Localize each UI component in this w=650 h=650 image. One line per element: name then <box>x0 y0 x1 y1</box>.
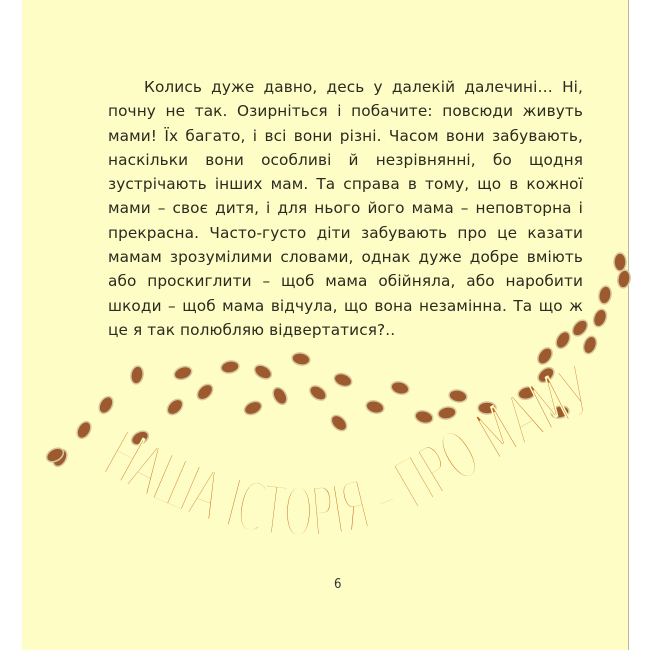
footprint-icon <box>96 394 115 416</box>
footprint-icon <box>448 389 468 404</box>
footprint-icon <box>172 364 193 381</box>
footprint-icon <box>164 396 185 417</box>
footprint-icon <box>581 334 598 355</box>
footprint-icon <box>332 371 353 388</box>
footprint-icon <box>617 269 632 289</box>
footprint-icon <box>270 385 289 407</box>
footprint-icon <box>252 362 274 381</box>
title-text: НАША ІСТОРІЯ – ПРО МАМУ <box>92 344 619 553</box>
footprint-icon <box>291 352 311 367</box>
footprint-icon <box>220 360 240 375</box>
footprint-icon <box>365 399 385 415</box>
footprint-icon <box>194 381 215 402</box>
footprint-icon <box>242 399 263 417</box>
footprint-icon <box>591 307 608 328</box>
body-paragraph: Колись дуже давно, десь у далекій далечині… Ні, почну не так. Озирніться і побачите: повсюди живуть мами! Їх багато, і всі вони різні. Часом вони забувають, наскільки вони особливі й незрівнянні, бо щодня зустрічають інших мам. Та справа в тому, що в кожної мами – своє дитя, і для нього його мама – неповторна і прекрасна. Часто-густо діти забувають про це казати мамам зрозумілими словами, однак дуже добре вміють або проскиглити – щоб мама обійняла, або наробити шкоди – щоб мама відчула, що вона незамінна. Та що ж це я так полюбляю відвертатися?.. <box>108 78 583 339</box>
footprint-icon <box>74 419 93 441</box>
footprint-icon <box>553 329 572 351</box>
footprint-icon <box>414 409 434 425</box>
footprint-icon <box>307 383 329 403</box>
footprint-icon <box>390 380 410 396</box>
footprint-icon <box>598 285 613 305</box>
footprint-icon <box>570 317 591 339</box>
page-number: 6 <box>334 577 342 592</box>
footprint-icon <box>614 253 626 271</box>
footprint-icon <box>130 365 145 385</box>
footprint-icon <box>328 412 349 433</box>
